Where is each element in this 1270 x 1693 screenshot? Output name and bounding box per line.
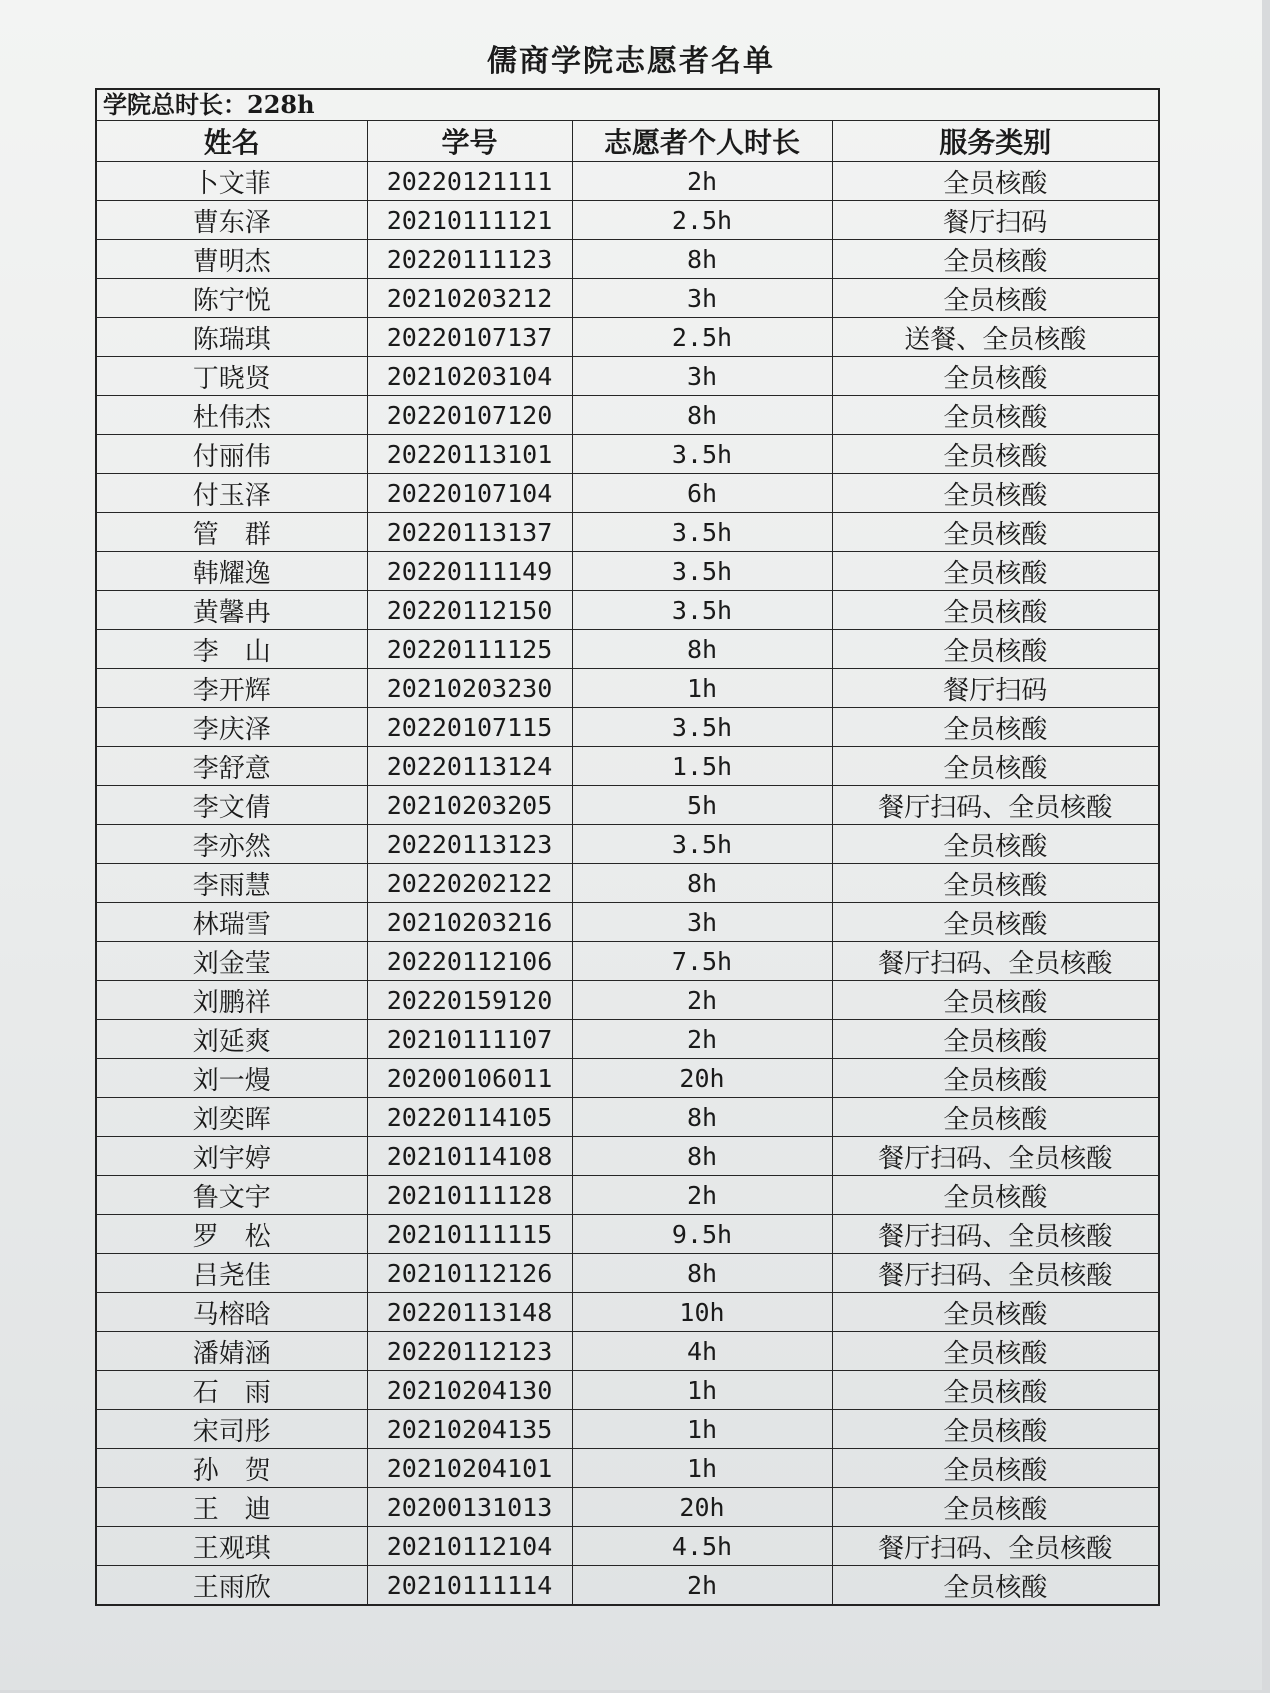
cell-hours: 3.5h xyxy=(572,708,832,747)
table-row xyxy=(97,747,1158,786)
cell-student-id: 20220113123 xyxy=(367,825,572,864)
cell-name: 陈宁悦 xyxy=(97,279,367,318)
cell-hours: 8h xyxy=(572,240,832,279)
header-service-type: 服务类别 xyxy=(832,121,1158,162)
table-header-row xyxy=(97,121,1158,162)
table-row xyxy=(97,513,1158,552)
cell-student-id: 20210111121 xyxy=(367,201,572,240)
cell-service-type: 全员核酸 xyxy=(832,474,1158,513)
cell-hours: 8h xyxy=(572,864,832,903)
table-row xyxy=(97,903,1158,942)
table-row xyxy=(97,162,1158,201)
cell-hours: 8h xyxy=(572,1137,832,1176)
cell-student-id: 20220113137 xyxy=(367,513,572,552)
cell-hours: 3h xyxy=(572,357,832,396)
cell-name: 林瑞雪 xyxy=(97,903,367,942)
table-row xyxy=(97,669,1158,708)
cell-student-id: 20220112123 xyxy=(367,1332,572,1371)
cell-name: 管 群 xyxy=(97,513,367,552)
cell-name: 刘金莹 xyxy=(97,942,367,981)
cell-student-id: 20210111107 xyxy=(367,1020,572,1059)
cell-name: 罗 松 xyxy=(97,1215,367,1254)
table-row xyxy=(97,1020,1158,1059)
cell-service-type: 全员核酸 xyxy=(832,903,1158,942)
cell-name: 刘延爽 xyxy=(97,1020,367,1059)
cell-student-id: 20200131013 xyxy=(367,1488,572,1527)
cell-student-id: 20220107104 xyxy=(367,474,572,513)
cell-service-type: 全员核酸 xyxy=(832,1410,1158,1449)
cell-student-id: 20220107120 xyxy=(367,396,572,435)
cell-name: 鲁文宇 xyxy=(97,1176,367,1215)
cell-service-type: 餐厅扫码 xyxy=(832,201,1158,240)
cell-student-id: 20220113101 xyxy=(367,435,572,474)
cell-hours: 20h xyxy=(572,1488,832,1527)
cell-name: 李舒意 xyxy=(97,747,367,786)
cell-service-type: 全员核酸 xyxy=(832,279,1158,318)
cell-service-type: 全员核酸 xyxy=(832,591,1158,630)
table-row xyxy=(97,1293,1158,1332)
cell-service-type: 全员核酸 xyxy=(832,1488,1158,1527)
cell-name: 刘宇婷 xyxy=(97,1137,367,1176)
cell-student-id: 20220159120 xyxy=(367,981,572,1020)
cell-hours: 3.5h xyxy=(572,825,832,864)
header-student-id: 学号 xyxy=(367,121,572,162)
cell-service-type: 餐厅扫码、全员核酸 xyxy=(832,942,1158,981)
table-row xyxy=(97,435,1158,474)
cell-service-type: 全员核酸 xyxy=(832,1332,1158,1371)
cell-name: 李庆泽 xyxy=(97,708,367,747)
cell-service-type: 全员核酸 xyxy=(832,708,1158,747)
cell-student-id: 20210204101 xyxy=(367,1449,572,1488)
cell-name: 王 迪 xyxy=(97,1488,367,1527)
cell-hours: 2h xyxy=(572,1566,832,1605)
cell-name: 付丽伟 xyxy=(97,435,367,474)
cell-hours: 3h xyxy=(572,279,832,318)
cell-name: 潘婧涵 xyxy=(97,1332,367,1371)
cell-name: 丁晓贤 xyxy=(97,357,367,396)
cell-service-type: 全员核酸 xyxy=(832,825,1158,864)
cell-hours: 3.5h xyxy=(572,552,832,591)
cell-service-type: 餐厅扫码、全员核酸 xyxy=(832,1215,1158,1254)
table-row xyxy=(97,1332,1158,1371)
cell-hours: 3.5h xyxy=(572,591,832,630)
cell-student-id: 20220112106 xyxy=(367,942,572,981)
cell-hours: 2.5h xyxy=(572,201,832,240)
cell-service-type: 餐厅扫码、全员核酸 xyxy=(832,1254,1158,1293)
cell-service-type: 全员核酸 xyxy=(832,396,1158,435)
cell-name: 宋司彤 xyxy=(97,1410,367,1449)
table-row xyxy=(97,786,1158,825)
cell-student-id: 20210111128 xyxy=(367,1176,572,1215)
table-row xyxy=(97,1449,1158,1488)
cell-service-type: 全员核酸 xyxy=(832,1176,1158,1215)
cell-service-type: 全员核酸 xyxy=(832,1449,1158,1488)
volunteer-table xyxy=(97,120,1158,1604)
table-row xyxy=(97,1254,1158,1293)
cell-hours: 1.5h xyxy=(572,747,832,786)
table-row xyxy=(97,1176,1158,1215)
table-row xyxy=(97,279,1158,318)
cell-student-id: 20210112126 xyxy=(367,1254,572,1293)
cell-hours: 2.5h xyxy=(572,318,832,357)
cell-service-type: 全员核酸 xyxy=(832,981,1158,1020)
cell-hours: 3.5h xyxy=(572,513,832,552)
cell-name: 李文倩 xyxy=(97,786,367,825)
cell-student-id: 20220112150 xyxy=(367,591,572,630)
table-row xyxy=(97,630,1158,669)
cell-hours: 3.5h xyxy=(572,435,832,474)
cell-name: 李开辉 xyxy=(97,669,367,708)
document-title: 儒商学院志愿者名单 xyxy=(487,44,775,79)
cell-name: 孙 贺 xyxy=(97,1449,367,1488)
table-row xyxy=(97,864,1158,903)
cell-name: 马榕晗 xyxy=(97,1293,367,1332)
table-row xyxy=(97,981,1158,1020)
cell-service-type: 全员核酸 xyxy=(832,747,1158,786)
cell-service-type: 全员核酸 xyxy=(832,240,1158,279)
cell-hours: 3h xyxy=(572,903,832,942)
cell-student-id: 20220111149 xyxy=(367,552,572,591)
table-row xyxy=(97,1410,1158,1449)
table-row xyxy=(97,1566,1158,1605)
cell-service-type: 全员核酸 xyxy=(832,513,1158,552)
cell-hours: 10h xyxy=(572,1293,832,1332)
cell-hours: 9.5h xyxy=(572,1215,832,1254)
cell-student-id: 20220111123 xyxy=(367,240,572,279)
cell-name: 曹东泽 xyxy=(97,201,367,240)
cell-student-id: 20210203216 xyxy=(367,903,572,942)
cell-name: 王观琪 xyxy=(97,1527,367,1566)
cell-name: 李 山 xyxy=(97,630,367,669)
cell-service-type: 餐厅扫码、全员核酸 xyxy=(832,1527,1158,1566)
table-row xyxy=(97,240,1158,279)
cell-student-id: 20210203212 xyxy=(367,279,572,318)
cell-name: 王雨欣 xyxy=(97,1566,367,1605)
cell-name: 曹明杰 xyxy=(97,240,367,279)
table-row xyxy=(97,1098,1158,1137)
cell-name: 李亦然 xyxy=(97,825,367,864)
cell-hours: 8h xyxy=(572,630,832,669)
table-row xyxy=(97,1059,1158,1098)
cell-service-type: 全员核酸 xyxy=(832,864,1158,903)
table-row xyxy=(97,201,1158,240)
cell-hours: 1h xyxy=(572,1410,832,1449)
cell-hours: 1h xyxy=(572,1449,832,1488)
cell-service-type: 餐厅扫码、全员核酸 xyxy=(832,786,1158,825)
cell-hours: 6h xyxy=(572,474,832,513)
cell-service-type: 全员核酸 xyxy=(832,1566,1158,1605)
cell-student-id: 20220113124 xyxy=(367,747,572,786)
cell-name: 陈瑞琪 xyxy=(97,318,367,357)
cell-student-id: 20200106011 xyxy=(367,1059,572,1098)
table-row xyxy=(97,318,1158,357)
cell-student-id: 20220111125 xyxy=(367,630,572,669)
cell-hours: 20h xyxy=(572,1059,832,1098)
cell-service-type: 全员核酸 xyxy=(832,357,1158,396)
cell-name: 卜文菲 xyxy=(97,162,367,201)
table-row xyxy=(97,474,1158,513)
table-row xyxy=(97,825,1158,864)
cell-hours: 2h xyxy=(572,162,832,201)
table-row xyxy=(97,1215,1158,1254)
cell-hours: 1h xyxy=(572,1371,832,1410)
cell-hours: 7.5h xyxy=(572,942,832,981)
cell-student-id: 20220121111 xyxy=(367,162,572,201)
cell-service-type: 送餐、全员核酸 xyxy=(832,318,1158,357)
cell-student-id: 20220107115 xyxy=(367,708,572,747)
cell-student-id: 20210203104 xyxy=(367,357,572,396)
table-row xyxy=(97,1371,1158,1410)
cell-student-id: 20210203230 xyxy=(367,669,572,708)
cell-service-type: 餐厅扫码、全员核酸 xyxy=(832,1137,1158,1176)
volunteer-table-frame xyxy=(95,88,1160,1606)
cell-name: 石 雨 xyxy=(97,1371,367,1410)
cell-service-type: 全员核酸 xyxy=(832,1293,1158,1332)
cell-student-id: 20210114108 xyxy=(367,1137,572,1176)
cell-service-type: 全员核酸 xyxy=(832,1020,1158,1059)
cell-student-id: 20210204135 xyxy=(367,1410,572,1449)
cell-name: 杜伟杰 xyxy=(97,396,367,435)
cell-student-id: 20220113148 xyxy=(367,1293,572,1332)
cell-hours: 2h xyxy=(572,981,832,1020)
cell-name: 刘奕晖 xyxy=(97,1098,367,1137)
cell-student-id: 20210112104 xyxy=(367,1527,572,1566)
cell-service-type: 全员核酸 xyxy=(832,435,1158,474)
cell-student-id: 20220202122 xyxy=(367,864,572,903)
cell-hours: 1h xyxy=(572,669,832,708)
cell-student-id: 20210111115 xyxy=(367,1215,572,1254)
cell-name: 韩耀逸 xyxy=(97,552,367,591)
cell-name: 付玉泽 xyxy=(97,474,367,513)
cell-hours: 2h xyxy=(572,1176,832,1215)
cell-service-type: 全员核酸 xyxy=(832,630,1158,669)
table-row xyxy=(97,708,1158,747)
cell-student-id: 20220107137 xyxy=(367,318,572,357)
table-row xyxy=(97,591,1158,630)
cell-hours: 5h xyxy=(572,786,832,825)
table-row xyxy=(97,396,1158,435)
cell-hours: 4.5h xyxy=(572,1527,832,1566)
table-row xyxy=(97,1527,1158,1566)
cell-service-type: 全员核酸 xyxy=(832,162,1158,201)
total-hours-label: 学院总时长：228h xyxy=(103,90,315,119)
cell-student-id: 20210203205 xyxy=(367,786,572,825)
cell-hours: 8h xyxy=(572,396,832,435)
cell-name: 吕尧佳 xyxy=(97,1254,367,1293)
table-row xyxy=(97,552,1158,591)
cell-service-type: 餐厅扫码 xyxy=(832,669,1158,708)
cell-student-id: 20210111114 xyxy=(367,1566,572,1605)
header-name: 姓名 xyxy=(97,121,367,162)
cell-name: 李雨慧 xyxy=(97,864,367,903)
cell-service-type: 全员核酸 xyxy=(832,1371,1158,1410)
cell-service-type: 全员核酸 xyxy=(832,552,1158,591)
cell-hours: 8h xyxy=(572,1098,832,1137)
cell-service-type: 全员核酸 xyxy=(832,1098,1158,1137)
cell-hours: 8h xyxy=(572,1254,832,1293)
cell-name: 黄馨冉 xyxy=(97,591,367,630)
cell-student-id: 20220114105 xyxy=(367,1098,572,1137)
table-row xyxy=(97,357,1158,396)
table-row xyxy=(97,942,1158,981)
cell-hours: 4h xyxy=(572,1332,832,1371)
header-hours: 志愿者个人时长 xyxy=(572,121,832,162)
cell-service-type: 全员核酸 xyxy=(832,1059,1158,1098)
table-row xyxy=(97,1488,1158,1527)
cell-name: 刘一熳 xyxy=(97,1059,367,1098)
table-row xyxy=(97,1137,1158,1176)
cell-student-id: 20210204130 xyxy=(367,1371,572,1410)
cell-hours: 2h xyxy=(572,1020,832,1059)
cell-name: 刘鹏祥 xyxy=(97,981,367,1020)
